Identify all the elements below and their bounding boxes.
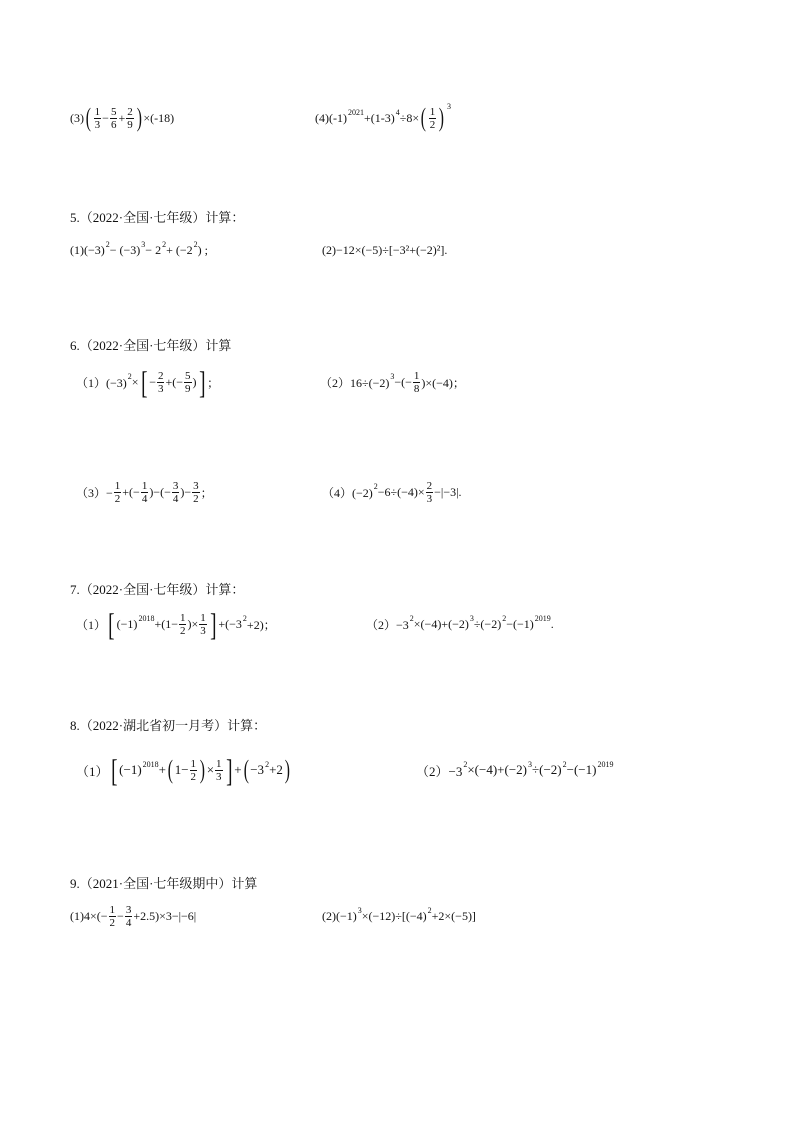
math-token: （1） <box>76 617 107 632</box>
math-token: −|−3|. <box>434 484 462 499</box>
right-paren: ) <box>284 755 290 784</box>
math-token: 3 <box>94 118 101 131</box>
problem-1 <box>76 604 276 644</box>
left-paren: ( <box>167 755 173 784</box>
math-token: +2×(−5)] <box>431 908 476 923</box>
math-token: 1 <box>190 757 197 770</box>
question-heading: 5.（2022·全国·七年级）计算： <box>70 210 245 225</box>
fraction <box>215 758 223 783</box>
math-token: （3）− <box>76 485 113 500</box>
fraction <box>172 480 180 505</box>
right-bracket: ] <box>209 606 217 642</box>
math-token: ×(−4)+(−2) <box>467 762 527 777</box>
math-token: (2)(−1) <box>322 908 357 923</box>
math-token: 2 <box>429 118 436 131</box>
math-token: +2)； <box>246 617 276 632</box>
math-token: 1 <box>109 903 116 916</box>
left-paren: ( <box>85 103 91 132</box>
problem-2 <box>322 238 447 262</box>
math-token: 4 <box>395 107 400 117</box>
fraction <box>114 480 122 505</box>
math-token: − <box>149 374 156 389</box>
math-token: (1) <box>70 242 84 257</box>
math-token: +2.5)×3−|−6| <box>133 908 197 923</box>
math-token: 4 <box>141 492 148 505</box>
math-token: ) <box>192 374 197 389</box>
math-token: )− <box>180 484 192 499</box>
math-token: 1 <box>94 105 101 118</box>
math-token: （2）−3 <box>366 617 409 632</box>
math-token: 2 <box>463 759 468 769</box>
math-token: 1 <box>413 369 420 382</box>
math-token: 2018 <box>142 759 159 769</box>
math-token: + <box>158 762 167 777</box>
math-token: (−1) <box>116 616 138 631</box>
math-token: 2 <box>193 492 199 505</box>
math-token: 2 <box>127 371 132 381</box>
right-bracket: ] <box>225 752 233 788</box>
fraction <box>126 106 134 131</box>
math-token: 3 <box>426 492 433 505</box>
math-token: ÷(−2) <box>532 762 562 777</box>
right-paren: ) <box>199 755 205 784</box>
math-token: 2019 <box>597 759 614 769</box>
question-8 <box>70 716 730 792</box>
math-token: 2 <box>193 239 198 249</box>
math-token: −(− <box>394 374 412 389</box>
math-token: 2 <box>242 613 247 623</box>
math-token: 4 <box>172 492 179 505</box>
problem-1 <box>70 238 208 262</box>
fraction <box>110 106 118 131</box>
math-token: （4）(−2) <box>322 485 373 500</box>
math-token: ； <box>207 375 220 390</box>
math-token: 3 <box>469 613 474 623</box>
left-bracket: [ <box>110 752 118 788</box>
math-token: +(− <box>122 484 140 499</box>
math-token: ÷(−2) <box>473 616 502 631</box>
left-paren: ( <box>420 103 427 132</box>
math-token: 5 <box>185 369 191 382</box>
math-token: 2 <box>373 481 378 491</box>
math-token: 3 <box>216 770 222 783</box>
problem-2 <box>416 748 613 792</box>
math-token: )× <box>187 616 199 631</box>
math-token: . <box>550 616 554 631</box>
fraction <box>413 370 421 395</box>
left-paren: ( <box>243 755 249 784</box>
math-token: 3 <box>157 382 164 395</box>
math-token: 1 <box>429 105 436 118</box>
math-token: 2 <box>114 492 121 505</box>
math-token: 2 <box>105 239 110 249</box>
fraction <box>179 612 187 637</box>
question-7 <box>70 580 730 644</box>
right-paren: ) <box>439 103 445 132</box>
math-token: 3 <box>141 239 146 249</box>
math-token: 2019 <box>534 613 551 623</box>
math-token: 6 <box>110 118 117 131</box>
math-token: 3 <box>125 903 132 916</box>
math-token: （1） <box>76 763 109 779</box>
math-token: 3 <box>357 905 362 915</box>
fraction <box>199 612 207 637</box>
math-token: 1 <box>141 479 148 492</box>
math-token: （2）16÷(−2) <box>320 375 390 390</box>
fraction <box>157 370 165 395</box>
math-token: 3 <box>193 479 199 492</box>
math-token: (1)4×(− <box>70 908 108 923</box>
math-token: 9 <box>127 118 133 131</box>
math-token: − <box>102 110 109 125</box>
math-token: ×(−4)+(−2) <box>413 616 469 631</box>
math-token: 1− <box>174 762 189 777</box>
question-heading: 9.（2021·全国·七年级期中）计算 <box>70 876 258 891</box>
math-token: 2 <box>127 105 133 118</box>
math-token: ) ; <box>197 242 208 257</box>
math-token: +2 <box>269 762 283 777</box>
math-token: −3 <box>250 762 265 777</box>
math-token: 2021 <box>348 107 364 117</box>
problem-1 <box>70 896 196 936</box>
math-token: 8 <box>413 382 420 395</box>
math-token: ÷8× <box>399 110 420 125</box>
math-token: ×(-18) <box>143 110 175 125</box>
math-token: 2 <box>562 759 567 769</box>
math-token: × <box>206 762 215 777</box>
math-token: + <box>234 762 242 777</box>
math-token: +(1-3) <box>364 110 395 125</box>
math-token: +(− <box>165 374 184 389</box>
math-token: (−3) <box>84 242 105 257</box>
right-bracket: ] <box>198 364 206 400</box>
math-token: + (−2 <box>166 242 193 257</box>
math-token: 2 <box>190 770 197 783</box>
math-token: 2 <box>502 613 507 623</box>
problem-4 <box>315 98 451 138</box>
math-token: +(−3 <box>218 616 242 631</box>
question-heading: 8.（2022·湖北省初一月考）计算： <box>70 718 267 733</box>
fraction <box>141 480 149 505</box>
math-token: 3 <box>172 479 179 492</box>
math-token: 3 <box>200 624 206 637</box>
top-row <box>70 98 730 138</box>
question-5 <box>70 208 730 262</box>
math-token: 2 <box>157 369 164 382</box>
math-token: −6÷(−4)× <box>377 484 425 499</box>
math-token: − (−3) <box>109 242 141 257</box>
math-token: 3 <box>446 101 451 111</box>
math-token: ×(−12)÷[(−4) <box>361 908 427 923</box>
math-token: 1 <box>200 611 206 624</box>
math-token: )−(− <box>149 484 171 499</box>
math-token: (2)−12×(−5)÷[−3²+(−2)²]. <box>322 242 448 257</box>
fraction <box>109 904 117 929</box>
math-token: 1 <box>216 757 222 770</box>
fraction <box>192 480 200 505</box>
math-token: −(−1) <box>506 616 534 631</box>
question-heading: 7.（2022·全国·七年级）计算： <box>70 582 245 597</box>
math-token: (−1) <box>119 762 142 777</box>
math-token: 2 <box>427 905 432 915</box>
math-token: （1）(−3) <box>76 375 127 390</box>
math-token: ； <box>200 485 213 500</box>
math-token: − 2 <box>145 242 162 257</box>
problem-label: (3) <box>70 110 84 125</box>
math-token: 3 <box>390 371 395 381</box>
math-token: （2）−3 <box>416 763 463 779</box>
fraction <box>125 904 133 929</box>
math-token: × <box>131 374 139 389</box>
problem-2 <box>366 604 554 644</box>
math-token: 4 <box>125 916 132 929</box>
math-token: 2 <box>109 916 116 929</box>
math-token: 5 <box>110 105 117 118</box>
math-token: 2 <box>409 613 414 623</box>
fraction <box>426 480 434 505</box>
math-token: − <box>117 908 124 923</box>
math-token: +(1− <box>154 616 178 631</box>
math-token: 3 <box>528 759 532 769</box>
problem-3 <box>76 472 213 512</box>
math-token: −(−1) <box>566 762 597 777</box>
math-token: (4) <box>315 110 329 125</box>
right-paren: ) <box>136 103 142 132</box>
problem-1 <box>76 748 292 792</box>
problem-4 <box>322 472 462 512</box>
math-token: 2 <box>426 479 433 492</box>
left-bracket: [ <box>140 364 148 400</box>
math-token: 2 <box>162 239 167 249</box>
question-6 <box>70 336 730 512</box>
question-heading: 6.（2022·全国·七年级）计算 <box>70 338 232 353</box>
math-token: 1 <box>179 611 186 624</box>
math-token: 9 <box>185 382 191 395</box>
problem-3 <box>70 98 174 138</box>
fraction <box>429 106 437 131</box>
math-token: 1 <box>114 479 121 492</box>
fraction <box>190 758 198 783</box>
math-token: (-1) <box>329 110 347 125</box>
math-token: + <box>118 110 126 125</box>
problem-1 <box>76 362 219 402</box>
math-token: 2 <box>265 759 270 769</box>
fraction <box>184 370 192 395</box>
left-bracket: [ <box>108 606 115 642</box>
math-token: 2 <box>179 624 186 637</box>
math-token: 2018 <box>138 613 155 623</box>
problem-2 <box>322 896 476 936</box>
problem-2 <box>320 362 465 402</box>
fraction <box>94 106 102 131</box>
question-9 <box>70 874 730 936</box>
math-token: )×(−4)； <box>421 375 465 390</box>
